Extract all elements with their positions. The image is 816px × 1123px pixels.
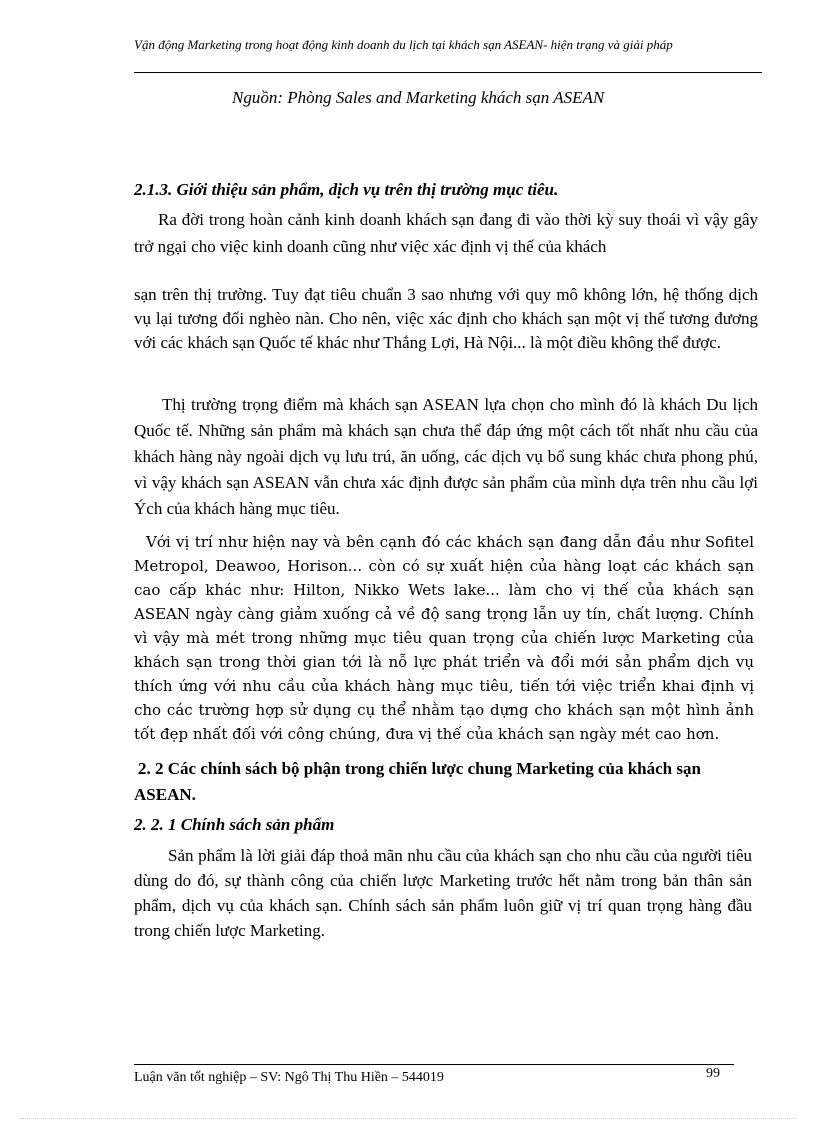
paragraph-product-policy: Sản phẩm là lời giải đáp thoả mãn nhu cầu của khách sạn cho nhu cầu của người tiêu dùng do đó, sự thành công của chiến lược Marketing trước hết nằm trong bản thân sản phẩm, dịch vụ của khách sạn. Chính sách sản phẩm luôn giữ vị trí quan trọng hàng đầu trong chiến lược Marketing.: [134, 846, 752, 940]
section-heading-2-2-1: 2. 2. 1 Chính sách sản phẩm: [134, 815, 335, 834]
paragraph-2-1-3-intro: Ra đời trong hoàn cảnh kinh doanh khách sạn đang đi vào thời kỳ suy thoái vì vậy gây trở ngại cho việc kinh doanh cũng như việc xác định vị thế của khách: [134, 210, 758, 256]
header-divider: [134, 72, 762, 73]
section-heading-2-1-3: 2.1.3. Giới thiệu sản phẩm, dịch vụ trên thị trường mục tiêu.: [134, 180, 559, 199]
table-source-note: Nguồn: Phòng Sales and Marketing khách sạn ASEAN: [232, 88, 605, 107]
paragraph-competitor-position: Với vị trí như hiện nay và bên cạnh đó các khách sạn đang dẫn đầu như Sofitel Metropol, Deawoo, Horison... còn có sự xuất hiện của hàng loạt các khách sạn cao cấp khác như: Hilton, Nikko Wets lake... làm cho vị thế của khách sạn ASEAN ngày càng giảm xuống cả về độ sang trọng lẫn uy tín, chất lượng. Chính vì vậy mà mét trong những mục tiêu quan trọng của chiến lược Marketing của khách sạn trong thời gian tới là nỗ lực phát triển và đổi mới sản phẩm dịch vụ thích ứng với nhu cầu của khách hàng mục tiêu, tiến tới việc triển khai định vị cho các trường hợp sử dụng cụ thể nhằm tạo dựng cho khách sạn một hình ảnh tốt đẹp nhất đối với công chúng, đưa vị thế của khách sạn ngày mét cao hơn.: [134, 533, 754, 743]
footer-thesis-info: Luận văn tốt nghiệp – SV: Ngô Thị Thu Hiền – 544019: [134, 1070, 444, 1085]
running-header: Vận động Marketing trong hoạt động kinh doanh du lịch tại khách sạn ASEAN- hiện trạng và giải pháp: [134, 37, 673, 52]
paragraph-target-market: Thị trường trọng điểm mà khách sạn ASEAN lựa chọn cho mình đó là khách Du lịch Quốc tế. Những sản phẩm mà khách sạn chưa thể đáp ứng một cách tốt nhất nhu cầu của khách hàng này ngoài dịch vụ lưu trú, ăn uống, các dịch vụ bổ sung khác chưa phong phú, vì vậy khách sạn ASEAN vẫn chưa xác định được sản phẩm của mình dựa trên nhu cầu lợi Ých của khách hàng mục tiêu.: [134, 395, 758, 518]
page-bottom-border: [20, 1118, 796, 1119]
section-heading-2-2: 2. 2 Các chính sách bộ phận trong chiến lược chung Marketing của khách sạn ASEAN.: [134, 759, 701, 804]
footer-divider: [134, 1064, 734, 1065]
page-number: 99: [706, 1066, 720, 1081]
paragraph-2-1-3-continued: sạn trên thị trường. Tuy đạt tiêu chuẩn 3 sao nhưng với quy mô không lớn, hệ thống dịch vụ lại tương đối nghèo nàn. Cho nên, việc xác định cho khách sạn một vị thế tương đương với các khách sạn Quốc tế khác như Thắng Lợi, Hà Nội... là một điều không thể được.: [134, 285, 758, 352]
